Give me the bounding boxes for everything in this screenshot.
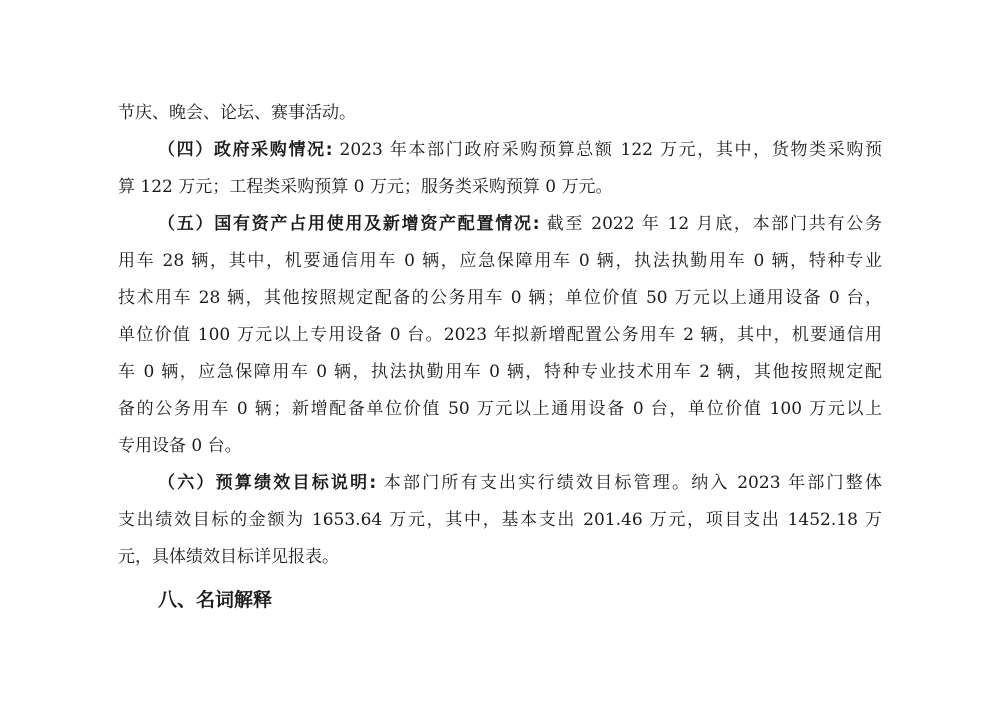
text-line: 备的公务用车 0 辆；新增配备单位价值 50 万元以上通用设备 0 台，单位价值 100 万元以上 [118, 399, 882, 419]
text-line: 专用设备 0 台。 [118, 436, 242, 456]
paragraph-first-line [118, 132, 882, 169]
paragraph-text: 本部门所有支出实行绩效目标管理。纳入 2023 年部门整体 [376, 473, 882, 493]
paragraph-label: （四）政府采购情况: [158, 140, 333, 160]
paragraph-first-line [118, 465, 882, 502]
text-line: 算 122 万元；工程类采购预算 0 万元；服务类采购预算 0 万元。 [118, 177, 613, 197]
section-heading: 八、名词解释 [158, 589, 273, 611]
paragraph-label: （五）国有资产占用使用及新增资产配置情况: [158, 214, 540, 234]
text-line: 车 0 辆，应急保障用车 0 辆，执法执勤用车 0 辆，特种专业技术用车 2 辆，其他按照规定配 [118, 362, 882, 382]
text-line: 技术用车 28 辆，其他按照规定配备的公务用车 0 辆；单位价值 50 万元以上通用设备 0 台， [118, 288, 882, 308]
text-line: 用车 28 辆，其中，机要通信用车 0 辆，应急保障用车 0 辆，执法执勤用车 0 辆，特种专业 [118, 251, 882, 271]
paragraph-text: 截至 2022 年 12 月底，本部门共有公务 [539, 214, 882, 234]
paragraph-first-line [118, 206, 882, 243]
paragraph-label: （六）预算绩效目标说明: [158, 473, 377, 493]
text-line: 元，具体绩效目标详见报表。 [118, 547, 339, 567]
text-line: 支出绩效目标的金额为 1653.64 万元，其中，基本支出 201.46 万元，项目支出 1452.18 万 [118, 510, 882, 530]
text-line: 单位价值 100 万元以上专用设备 0 台。2023 年拟新增配置公务用车 2 辆，其中，机要通信用 [118, 325, 882, 345]
document-page [118, 95, 882, 620]
paragraph-text: 2023 年本部门政府采购预算总额 122 万元，其中，货物类采购预 [332, 140, 882, 160]
text-line: 节庆、晚会、论坛、赛事活动。 [118, 103, 356, 123]
